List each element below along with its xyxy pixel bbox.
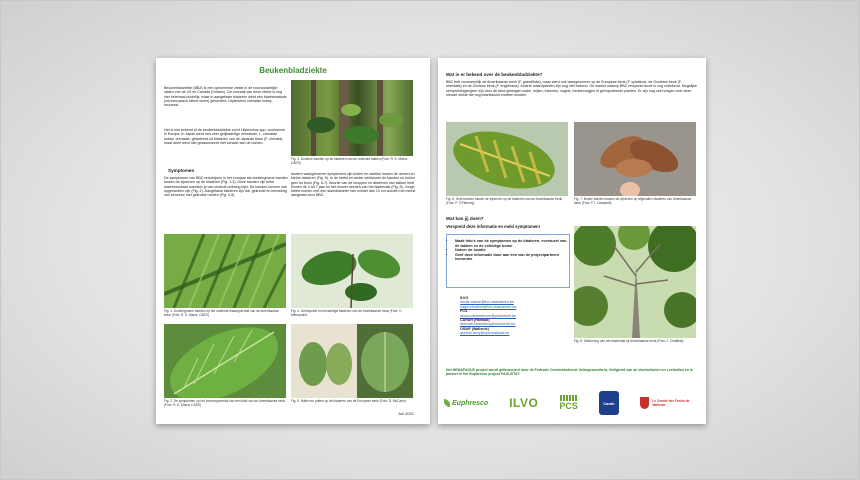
fig7-caption: Fig. 7. Bruine banden tussen de zijnerven op afgevallen bladeren van Amerikaanse beuk (Foto: F.T. Campbell): [574, 197, 692, 205]
leaflet-page-1: [156, 58, 430, 424]
action-item: • Geef deze informatie door aan één van de projectpartners hieronder: [455, 253, 569, 262]
contact-email[interactable]: nagin.ebrahimi@ilvo.vlaanderen.be: [460, 304, 517, 309]
fig6-photo: [446, 122, 568, 196]
symptoms-paragraph-2: Andere waargenomen symptomen zijn buiten en zwellen tussen de nerven en bleine bladeren (Fig. 5). In de herfst en winter verkleuren de banden en bullen geel tot bruin (Fig. 6-7). Abortie van de knoppen en afsterven van takken leidt binnen de 3 tot 7 jaar tot het dunner worden van het bladerdak (Fig. 8). Jonge, kleine bomen met een stamdiameter van minder dan 10 cm worden het meest aangetast door BBZ.: [291, 172, 416, 198]
fig5-caption: Fig. 5. Bullen en putten op de bladeren van de Europese beuk (Foto: D. McCann): [291, 399, 406, 403]
brown-fallen-leaves-image: [574, 122, 696, 196]
symptoms-heading: Symptomen: [168, 168, 195, 173]
canopy-image: [574, 226, 696, 338]
contact-org: OSWF (Wallonie): [460, 326, 489, 331]
intro-paragraph-2: Het is niet bekend of de beukenbladziekte en/of Litylenchus spp. voorkomen in Europa. In Japan werd een zeer gelijkaardige nematode, L. crenatae subsp. crenatae, gelsoleerd uit bladeren van de Japanse beuk (F. crenata), maar deze werd niet geassocieerd met schade aan de bomen.: [164, 128, 286, 145]
fig2-caption: Fig. 2. De symptomen op het bovenoppervlak van een blad van de Amerikaanse beuk (Foto: R. E. Marra, CAES): [164, 399, 286, 407]
known-paragraph: BBZ treft voornamelijk de Amerikaanse beuk (F. grandifolia), maar werd ook waargenomen op de Europese beuk (F. sylvatica), de Oosterse beuk (F. orientalis) en de Chinese beuk (F. engleriana). Andere waardplanten zijn nog niet bekend. De manier waarop BBZ verspreid wordt is nog onbekend. Mogelijke verspreidingswijzen zijn door de wind gedragen water, mijten, insecten, vogels, beukenoogjes of geïmporteerde planten. Er zijn nog veel vragen over deze nieuwe ziekte die nog beantwoord moeten worden.: [446, 80, 697, 97]
fig4-caption: Fig. 4. Gerimpelde en leerachtige bladeren van de Amerikaanse beuk (Foto: C. Metropolre): [291, 309, 403, 317]
action-item: • Maak foto's van de symptomen op de bladeren, eventueel van de takken en de volledige boom: [455, 239, 569, 248]
ilvo-logo: ILVO: [509, 396, 539, 410]
contact-email[interactable]: quentin.leroy@spw.wallonie.be: [460, 331, 510, 336]
page-title: Beukenbladziekte: [259, 66, 327, 75]
contact-email[interactable]: nicole.viaene@ilvo.vlaanderen.be: [460, 300, 514, 305]
fig8-photo: [574, 226, 696, 338]
contact-list: [460, 296, 570, 336]
contact-email[interactable]: deborah.lanterbecq@condorcet.be: [460, 322, 516, 327]
action-list: [447, 239, 569, 262]
fig6-caption: Fig. 6. Gele banden tussen de zijnerven op de bladeren van de Amerikaanse beuk (Foto: P. O'Flaherty): [446, 197, 563, 205]
fig2-photo: [164, 324, 286, 398]
leaf-icon: [444, 399, 450, 407]
intro-paragraph-1: Beukenbladziekte (BBZ) is een opkomende ziekte in de noordoostelijke staten van de VS en Canada (Ontario). De oorzaak van deze ziekte is nog niet helemaal duidelijk, maar in aangetaste bladeren werd een bladnematode (microscopisch kleine worm) gevonden: Litylenchus crenatae subsp. mccannii.: [164, 86, 287, 108]
partner-logos: [444, 388, 700, 418]
comite-forets-logo: Le Comité des Forêts de Wallonie: [640, 397, 700, 409]
contact-org: ILVO: [460, 296, 469, 300]
contact-org: PCS: [460, 309, 468, 314]
european-beech-leaves-image: [291, 324, 413, 398]
fig3-caption: Fig. 3. Donkere banden op de bladeren van de onderste takken (Foto: R. E. Marra, CAES): [291, 157, 408, 165]
spread-info-subheading: Verspreid deze informatie en meld symptomen!: [446, 224, 541, 229]
wrinkled-leaves-image: [291, 234, 413, 308]
fig1-photo: [164, 234, 286, 308]
fig4-photo: [291, 234, 413, 308]
known-heading: Wat is er bekend over de beukenbladziekte?: [446, 72, 543, 77]
what-can-you-do-heading: Wat kan jij doen?: [446, 216, 484, 221]
contact-org: CARAH (Hainaut): [460, 318, 490, 323]
funding-statement: Het NEMAFAGUS project wordt gefinancierd door de Federale Overheidsdienst Volksgezondheid, Veiligheid van de Voedselketen en Leefmilieu en is partner in het Euphresco project FAGUSTAT.: [446, 367, 693, 376]
forest-image: [291, 80, 413, 156]
symptoms-paragraph-1: De symptomen van BBZ verschijnen in het voorjaar als donkergroene banden tussen de zijnerven op de bladeren (Fig. 1-3). Deze banden zijn beter waarneembaar wanneer je van onderaf omhoog kijkt. De banden kunnen ook opgezwollen zijn (Fig. 2). Aangetaste bladeren zijn dik, gekreukt en leerachtig van structuur met gekrulde randen (Fig. 4-5).: [164, 176, 288, 198]
leaflet-page-2: [438, 58, 706, 424]
fig3-photo: [291, 80, 413, 156]
carah-logo: Carah: [599, 391, 619, 415]
shield-icon: [640, 397, 649, 409]
fig5-photo: [291, 324, 413, 398]
leaf-upper-surface-image: [164, 324, 286, 398]
leaf-underside-image: [164, 234, 286, 308]
fig7-photo: [574, 122, 696, 196]
action-item: • Noteer de locatie: [455, 248, 569, 253]
yellow-banded-leaf-image: [446, 122, 568, 196]
fig1-caption: Fig. 1. Donkergroene banden op het onderste bladoppervlak van de Amerikaanse beuk (Foto: R. E. Marra, CAES): [164, 309, 280, 317]
euphresco-logo: Euphresco: [444, 399, 488, 407]
pcs-logo: PCS: [559, 395, 578, 411]
fig8-caption: Fig. 8. Uitdunning van het bladerdak bij Amerikaanse beuk (Foto: J. Chatfield): [574, 339, 684, 343]
action-box: [446, 234, 570, 288]
publication-date: Juli 2021: [397, 411, 414, 416]
contact-email[interactable]: simon.vankerkhove@pcsierteelt.be: [460, 313, 516, 318]
